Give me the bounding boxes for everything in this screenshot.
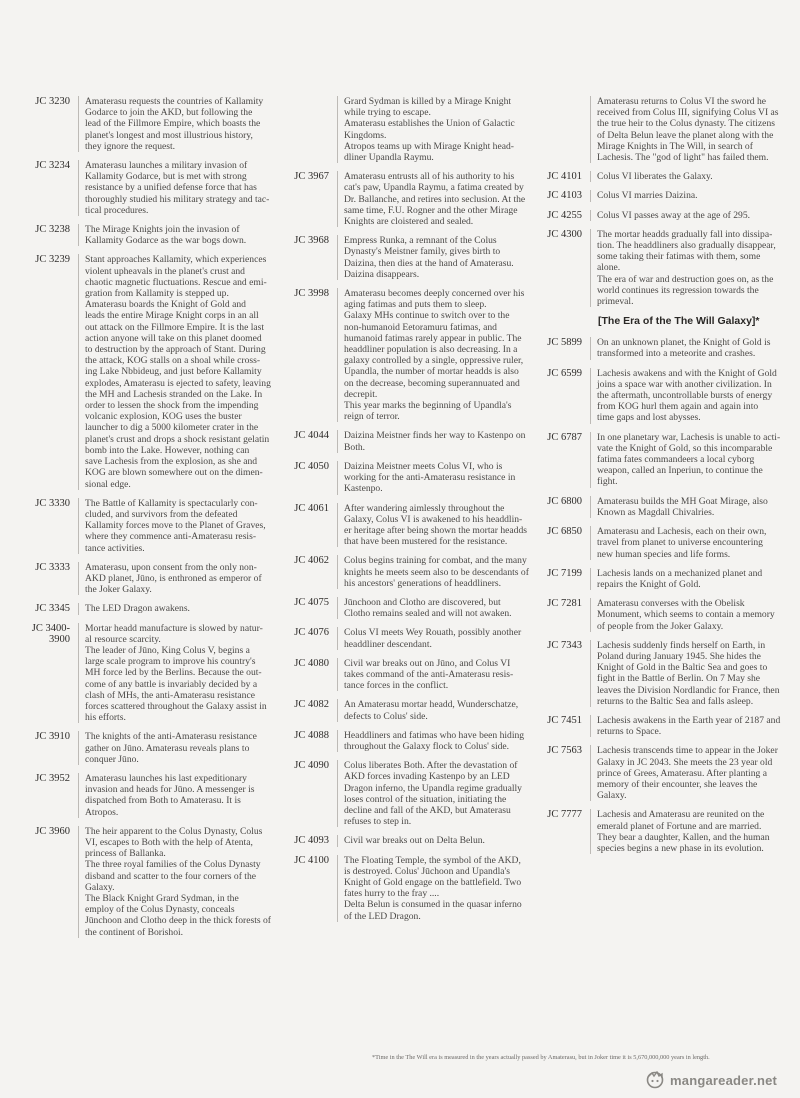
entry-divider (590, 171, 591, 182)
entry-date: JC 3345 (35, 603, 70, 615)
entry-divider (590, 526, 591, 560)
timeline-entry (540, 745, 790, 801)
entry-date: JC 4050 (294, 460, 329, 472)
era-heading: [The Era of the The Will Galaxy]* (598, 315, 760, 328)
timeline-column-3 (540, 96, 790, 862)
entry-text: Lachesis awakens and with the Knight of Gold joins a space war with another civilization. In the aftermath, uncontrollable bursts of energy from KOG hurl them again and again into time gaps and lost abysses. (597, 367, 777, 424)
entry-divider (78, 623, 79, 724)
entry-date: JC 3998 (294, 288, 329, 300)
entry-date: JC 7563 (547, 745, 582, 757)
timeline-entry (287, 835, 539, 846)
entry-text: Jūnchoon and Clotho are discovered, but Clotho remains sealed and will not awaken. (344, 596, 512, 620)
timeline-entry (287, 730, 539, 752)
timeline-entry (287, 96, 539, 163)
entry-divider (78, 731, 79, 765)
entry-date: JC 3968 (294, 235, 329, 247)
entry-date: JC 4075 (294, 596, 329, 608)
entry-date: JC 3333 (35, 561, 70, 573)
entry-text: In one planetary war, Lachesis is unable to acti- vate the Knight of Gold, so this incomparable fatima fates commandeers a local cyborg weapon, called an Inperiun, to continue the fight. (597, 431, 781, 488)
entry-date: JC 6599 (547, 367, 582, 379)
timeline-entry (540, 809, 790, 854)
timeline-entry (540, 640, 790, 707)
timeline-entry (287, 171, 539, 227)
entry-text: Colus VI marries Daizina. (597, 190, 698, 202)
entry-divider (78, 826, 79, 938)
entry-text: Colus begins training for combat, and the many knights he meets seem also to be descendants of his ancestors' generations of headdliners. (344, 555, 529, 589)
entry-divider (337, 730, 338, 752)
timeline-entry (28, 562, 283, 596)
entry-divider (337, 835, 338, 846)
entry-divider (337, 555, 338, 589)
timeline-entry (28, 96, 283, 152)
entry-date: JC 3234 (35, 160, 70, 172)
entry-divider (337, 627, 338, 649)
entry-divider (337, 288, 338, 422)
entry-date: JC 4088 (294, 729, 329, 741)
entry-text: Amaterasu requests the countries of Kallamity Godarce to join the AKD, but following the lead of the Fillmore Empire, which boasts the planet's longest and most illustrious history, they ignore the request. (85, 96, 264, 152)
entry-date: JC 3400- 3900 (31, 622, 70, 645)
entry-date: JC 4300 (547, 228, 582, 240)
entry-divider (590, 368, 591, 424)
timeline-entry (287, 503, 539, 548)
timeline-entry (28, 603, 283, 614)
entry-divider (590, 496, 591, 518)
entry-date: JC 4076 (294, 627, 329, 639)
entry-text: Grard Sydman is killed by a Mirage Knight while trying to escape. Amaterasu establishes the Union of Galactic Kingdoms. Atropos teams up with Mirage Knight head- dliner Upandla Raymu. (344, 96, 515, 164)
entry-text: Lachesis and Amaterasu are reunited on the emerald planet of Fortune and are married. They bear a daughter, Kallen, and the human species begins a new phase in its evolution. (597, 809, 770, 854)
entry-date: JC 7777 (547, 809, 582, 821)
entry-divider (337, 461, 338, 495)
timeline-entry (287, 627, 539, 649)
entry-divider (590, 640, 591, 707)
entry-text: Civil war breaks out on Jūno, and Colus VI takes command of the anti-Amaterasu resis- tance forces in the conflict. (344, 657, 514, 692)
entry-divider (337, 760, 338, 827)
entry-date: JC 3230 (35, 96, 70, 107)
watermark (644, 1068, 794, 1092)
entry-divider (590, 745, 591, 801)
entry-divider (337, 96, 338, 163)
entry-divider (78, 498, 79, 554)
entry-date: JC 3967 (294, 171, 329, 183)
entry-divider (78, 160, 79, 216)
manga-face-icon (644, 1071, 666, 1089)
entry-divider (78, 254, 79, 489)
timeline-entry (540, 229, 790, 307)
entry-date: JC 4080 (294, 657, 329, 669)
entry-date: JC 4103 (547, 190, 582, 202)
entry-divider (78, 96, 79, 152)
entry-text: Civil war breaks out on Delta Belun. (344, 835, 485, 847)
entry-date: JC 3910 (35, 731, 70, 743)
timeline-column-2 (287, 96, 539, 930)
entry-text: Lachesis suddenly finds herself on Earth, in Poland during January 1945. She hides the Knight of Gold in the Baltic Sea and goes to fight in the Battle of Berlin. On 7 May she leaves the Division Nordlandic for France, then returns to the Baltic Sea and falls asleep. (597, 639, 780, 707)
entry-divider (78, 562, 79, 596)
entry-date: JC 3238 (35, 224, 70, 236)
entry-text: Daizina Meistner meets Colus VI, who is working for the anti-Amaterasu resistance in Kastenpo. (344, 460, 516, 495)
entry-date: JC 6850 (547, 526, 582, 538)
entry-divider (337, 503, 338, 548)
timeline-entry (540, 368, 790, 424)
entry-date: JC 7281 (547, 598, 582, 610)
entry-date: JC 4062 (294, 555, 329, 567)
entry-text: Amaterasu launches his last expeditionary invasion and heads for Jūno. A messenger is dispatched from Both to Amaterasu. It is Atropos. (85, 772, 255, 818)
entry-date: JC 3952 (35, 772, 70, 784)
entry-text: Daizina Meistner finds her way to Kastenpo on Both. (344, 430, 526, 453)
entry-text: Stant approaches Kallamity, which experiences violent upheavals in the planet's crust and chaotic magnetic fluctuations. Rescue and emi- gration from Kallamity is stepped up. Amaterasu boards the Knight of Gold and leads the entire Mirage Knight corps in an all out attack on the Fillmore Empire. It is the last action anyone will take on this planet doomed to destruction by the approach of Stant. During the attack, KOG stalls on a shoal while cross- ing Lake Nbbideug, and just before Kallamity explodes, Amaterasu is ejected to safety, leaving the MH and Lachesis stranded on the Lake. In order to lessen the shock from the impending volcanic explosion, KOG uses the buster launcher to dig a 5000 kilometer crater in the planet's crust and drops a shock resistant gelatin bomb into the Lake. However, nothing can save Lachesis from the explosion, as she and KOG are blown somewhere out on the dimen- sional edge. (85, 254, 271, 490)
entry-divider (78, 603, 79, 614)
timeline-entry (540, 190, 790, 201)
timeline-entry (287, 235, 539, 280)
entry-date: JC 3239 (35, 254, 70, 266)
timeline-entry (540, 526, 790, 560)
timeline-entry (540, 337, 790, 359)
watermark-text: mangareader.net (670, 1072, 778, 1088)
entry-text: Amaterasu entrusts all of his authority to his cat's paw, Upandla Raymu, a fatima created by Dr. Ballanche, and retires into seclusion. At the same time, F.U. Rogner and the other Mirage Knights are cloistered and sealed. (344, 171, 526, 228)
entry-date: JC 7199 (547, 567, 582, 579)
entry-divider (337, 658, 338, 692)
entry-text: Amaterasu converses with the Obelisk Monument, which seems to contain a memory of people from the Joker Galaxy. (597, 598, 775, 632)
entry-divider (337, 855, 338, 922)
timeline-entry (540, 496, 790, 518)
entry-divider (590, 568, 591, 590)
entry-date: JC 6787 (547, 431, 582, 443)
column-3-pre-era (540, 96, 790, 307)
timeline-entry (28, 160, 283, 216)
entry-divider (590, 715, 591, 737)
entry-text: Headdliners and fatimas who have been hiding throughout the Galaxy flock to Colus' side. (344, 729, 525, 752)
timeline-entry (28, 498, 283, 554)
entry-text: Colus VI liberates the Galaxy. (597, 171, 713, 183)
timeline-entry (287, 855, 539, 922)
footnote: *Time in the The Will era is measured in the years actually passed by Amaterasu, but in Joker time it is 5,670,000,000 years in length. (372, 1054, 710, 1061)
entry-text: Lachesis awakens in the Earth year of 2187 and returns to Space. (597, 714, 781, 738)
entry-date: JC 3330 (35, 497, 70, 509)
entry-text: Lachesis transcends time to appear in the Joker Galaxy in JC 2043. She meets the 23 year old prince of Grees, Amaterasu. After planting a memory of their encounter, she leaves the Galaxy. (597, 745, 778, 802)
timeline-entry (287, 699, 539, 721)
timeline-entry (28, 826, 283, 938)
entry-text: After wandering aimlessly throughout the Galaxy, Colus VI is awakened to his headdlin- er heritage after being shown the mortar headds that have been mustered for the resistance. (344, 502, 528, 548)
timeline-entry (287, 760, 539, 827)
timeline-entry (28, 731, 283, 765)
timeline-entry (540, 715, 790, 737)
entry-date: JC 6800 (547, 495, 582, 507)
entry-text: The LED Dragon awakens. (85, 603, 190, 615)
entry-divider (590, 809, 591, 854)
entry-text: An Amaterasu mortar headd, Wunderschatze, defects to Colus' side. (344, 699, 519, 722)
entry-text: On an unknown planet, the Knight of Gold is transformed into a meteorite and crashes. (597, 337, 771, 360)
entry-text: Empress Runka, a remnant of the Colus Dynasty's Meistner family, gives birth to Daizina, then dies at the hand of Amaterasu. Daizina disappears. (344, 235, 514, 280)
entry-date: JC 4044 (294, 430, 329, 442)
entry-text: Amaterasu becomes deeply concerned over his aging fatimas and puts them to sleep. Galaxy MHs continue to switch over to the non-humanoid Eetoramuru fatimas, and humanoid fatimas rarely appear in public. The headdliner population is also decreasing. In a galaxy controlled by a single, oppressive ruler, Upandla, the number of mortar headds is also on the decrease, becoming superannuated and decrepit. This year marks the beginning of Upandla's reign of terror. (344, 288, 525, 423)
timeline-column-1 (28, 96, 283, 946)
entry-text: Colus VI meets Wey Rouath, possibly another headdliner descendant. (344, 627, 522, 650)
timeline-entry (540, 598, 790, 632)
entry-text: The Battle of Kallamity is spectacularly con- cluded, and survivors from the defeated Kallamity forces move to the Planet of Graves, where they commence anti-Amaterasu resis- tance activities. (85, 497, 266, 554)
entry-divider (590, 598, 591, 632)
entry-text: The heir apparent to the Colus Dynasty, Colus VI, escapes to Both with the help of Atenta, princess of Ballanka. The three royal families of the Colus Dynasty disband and scatter to the four corners of the Galaxy. The Black Knight Grard Sydman, in the employ of the Colus Dynasty, conceals Jūnchoon and Clotho deep in the thick forests of the continent of Borishoi. (85, 825, 271, 938)
entry-text: Amaterasu returns to Colus VI the sword he received from Colus III, signifying Colus VI as the true heir to the Colus dynasty. The citizens of Delta Belun leave the planet along with the Mirage Knights in The Will, in search of Lachesis. The "god of light" has failed them. (597, 96, 779, 164)
entry-date: JC 7451 (547, 714, 582, 726)
timeline-entry (28, 254, 283, 489)
entry-text: Amaterasu, upon consent from the only non- AKD planet, Jūno, is enthroned as emperor of the Joker Galaxy. (85, 561, 262, 596)
entry-date: JC 4090 (294, 760, 329, 772)
timeline-entry (28, 623, 283, 724)
entry-date: JC 4093 (294, 835, 329, 847)
timeline-entry (540, 171, 790, 182)
entry-divider (337, 430, 338, 452)
timeline-entry (540, 432, 790, 488)
entry-divider (590, 210, 591, 221)
timeline-entry (287, 430, 539, 452)
entry-text: Mortar headd manufacture is slowed by natur- al resource scarcity. The leader of Jūno, King Colus V, begins a large scale program to improve his country's MH force led by the Berlins. Because the out- come of any battle is invariably decided by a clash of MHs, the anti-Amaterasu resistance forces scattered throughout the Galaxy assist in his efforts. (85, 622, 267, 724)
timeline-entry (287, 597, 539, 619)
entry-divider (590, 96, 591, 163)
timeline-entry (540, 210, 790, 221)
entry-text: The Mirage Knights join the invasion of Kallamity Godarce as the war bogs down. (85, 224, 247, 247)
entry-text: Amaterasu and Lachesis, each on their own, travel from planet to universe encountering new human species and life forms. (597, 526, 767, 560)
entry-text: Lachesis lands on a mechanized planet and repairs the Knight of Gold. (597, 567, 763, 590)
timeline-entry (540, 568, 790, 590)
timeline-entry (287, 555, 539, 589)
entry-date: JC 4082 (294, 699, 329, 711)
entry-divider (337, 597, 338, 619)
entry-divider (337, 699, 338, 721)
entry-text: Amaterasu builds the MH Goat Mirage, also Known as Magdall Chivalries. (597, 495, 768, 518)
entry-date: JC 4100 (294, 854, 329, 866)
entry-divider (590, 432, 591, 488)
entry-date: JC 5899 (547, 337, 582, 349)
timeline-entry (28, 224, 283, 246)
timeline-entry (287, 288, 539, 422)
entry-divider (337, 171, 338, 227)
entry-divider (590, 337, 591, 359)
entry-date: JC 4061 (294, 502, 329, 514)
entry-divider (337, 235, 338, 280)
entry-divider (78, 224, 79, 246)
timeline-entry (28, 773, 283, 818)
entry-divider (590, 190, 591, 201)
entry-divider (78, 773, 79, 818)
entry-date: JC 4255 (547, 209, 582, 221)
entry-text: The mortar headds gradually fall into dissipa- tion. The headdliners also gradually disappear, some taking their fatimas with them, some alone. The era of war and destruction goes on, as the world continues its regression towards the primeval. (597, 228, 776, 308)
timeline-entry (287, 461, 539, 495)
entry-date: JC 4101 (547, 171, 582, 183)
entry-text: The knights of the anti-Amaterasu resistance gather on Jūno. Amaterasu reveals plans to conquer Jūno. (85, 731, 257, 765)
entry-date: JC 3960 (35, 825, 70, 837)
entry-text: Colus VI passes away at the age of 295. (597, 209, 751, 221)
timeline-entry (540, 96, 790, 163)
entry-date: JC 7343 (547, 639, 582, 651)
entry-text: The Floating Temple, the symbol of the AKD, is destroyed. Colus' Jūchoon and Upandla's Knight of Gold engage on the battlefield. Two fates hurry to the fray .... Delta Belun is consumed in the quasar inferno of the LED Dragon. (344, 854, 522, 922)
entry-divider (590, 229, 591, 307)
entry-text: Colus liberates Both. After the devastation of AKD forces invading Kastenpo by an LED Dragon inferno, the Upandla regime gradually loses control of the situation, initiating the decline and fall of the AKD, but Amaterasu refuses to step in. (344, 760, 522, 828)
entry-text: Amaterasu launches a military invasion of Kallamity Godarce, but is met with strong resistance by a unified defense force that has thoroughly studied his military strategy and tac- tical procedures. (85, 160, 270, 216)
column-3-post-era (540, 337, 790, 854)
timeline-entry (287, 658, 539, 692)
